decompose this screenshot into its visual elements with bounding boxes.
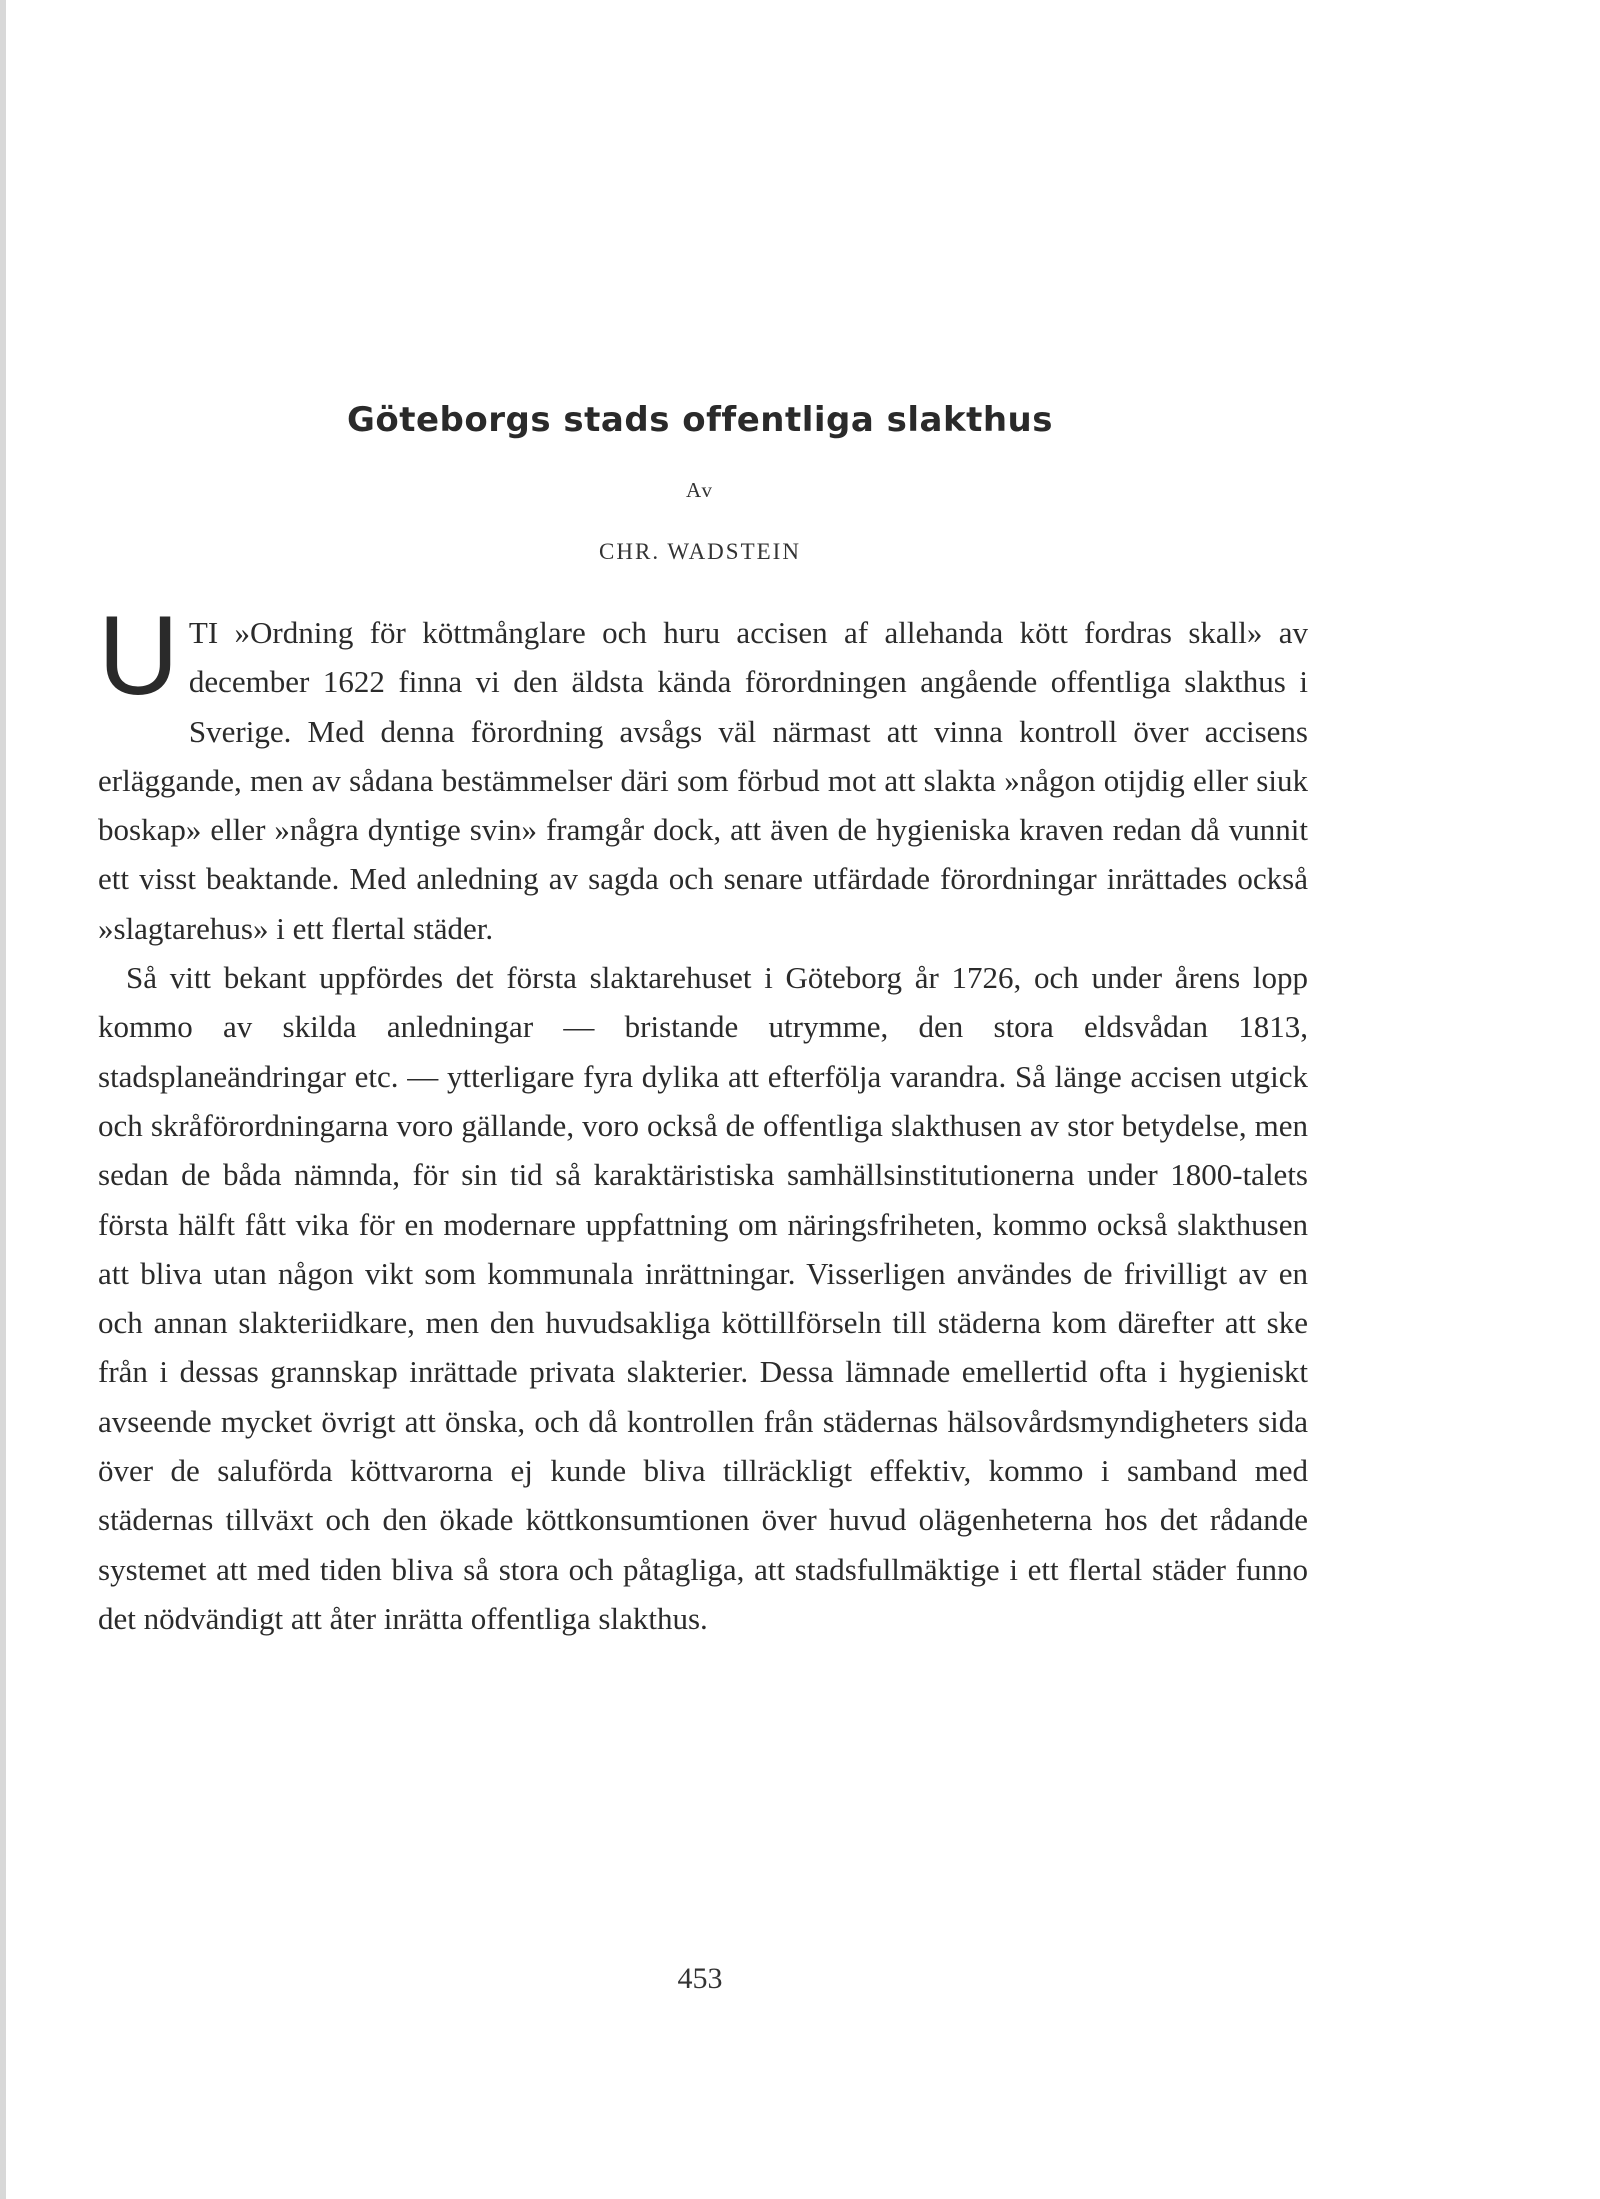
byline: Av [685,478,715,502]
paragraph-2: Så vitt bekant uppfördes det första slaktarehuset i Göteborg år 1726, och under årens lopp kommo av skilda anledningar — bristande utrymme, den stora eldsvådan 1813, stadsplaneändringar etc. — ytterligare fyra dylika att efterfölja varandra. Så länge accisen utgick och skråförordningarna voro gällande, voro också de offentliga slakthusen av stor betydelse, men sedan de båda nämnda, för sin tid så karaktäristiska samhällsinstitutionerna under 1800-talets första hälft fått vika för en modernare uppfattning om näringsfriheten, kommo också slakthusen att bliva utan någon vikt som kommunala inrättningar. Visserligen användes de frivilligt av en och annan slakteriidkare, men den huvudsakliga köttillförseln till städerna kom därefter att ske från i dessas grannskap inrättade privata slakterier. Dessa lämnade emellertid ofta i hygieniskt avseende mycket övrigt att önska, och då kontrollen från städernas hälsovårdsmyndigheters sida över de saluförda köttvarorna ej kunde bliva tillräckligt effektiv, kommo i samband med städernas tillväxt och den ökade köttkonsumtionen över huvud olägenheterna hos det rådande systemet att med tiden bliva så stora och påtagliga, att stadsfullmäktige i ett flertal städer funno det nödvändigt att åter inrätta offentliga slakthus. [98,960,1308,1636]
article-title: Göteborgs stads offentliga slakthus [346,400,1054,440]
author-name: CHR. WADSTEIN [599,539,801,564]
article-body [98,593,1308,1643]
paragraph-1 [98,593,1308,953]
drop-cap: U [98,593,179,718]
scan-edge [0,0,6,2199]
paragraph-1-text: TI »Ordning för köttmånglare och huru accisen af allehanda kött fordras skall» av december 1622 finna vi den äldsta kända förordningen angående offentliga slakthus i Sverige. Med denna förordning avsågs väl närmast att vinna kontroll över accisens erläggande, men av sådana bestämmelser däri som förbud mot att slakta »någon otijdig eller siuk boskap» eller »några dyntige svin» framgår dock, att även de hygieniska kraven redan då vunnit ett visst beaktande. Med anledning av sagda och senare utfärdade förordningar inrättades också »slagtarehus» i ett flertal städer. [98,615,1308,946]
page-number: 453 [677,1962,723,1995]
